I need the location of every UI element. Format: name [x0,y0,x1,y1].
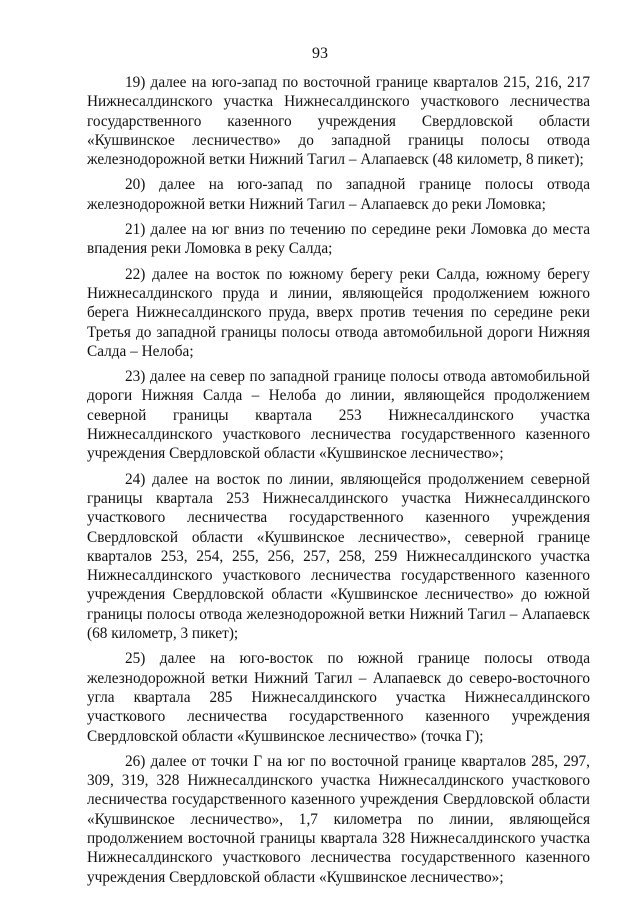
paragraph-21: 21) далее на юг вниз по течению по середине реки Ломовка до места впадения реки Ломовка в реку Салда; [87,221,590,258]
paragraph-19: 19) далее на юго-запад по восточной границе кварталов 215, 216, 217 Нижнесалдинского участка Нижнесалдинского участкового лесничества государственного казенного учреждения Свердловской области «Кушвинское лесничество» до западной границы полосы отвода железнодорожной ветки Нижний Тагил – Алапаевск (48 километр, 8 пикет); [87,74,590,169]
paragraph-25: 25) далее на юго-восток по южной границе полосы отвода железнодорожной ветки Нижний Тагил – Алапаевск до северо-восточного угла квартала 285 Нижнесалдинского участка Нижнесалдинского участкового лесничества государственного казенного учреждения Свердловской области «Кушвинское лесничество» (точка Г); [87,650,590,745]
paragraph-20: 20) далее на юго-запад по западной границе полосы отвода железнодорожной ветки Нижний Тагил – Алапаевск до реки Ломовка; [87,176,590,213]
paragraph-26: 26) далее от точки Г на юг по восточной границе кварталов 285, 297, 309, 319, 328 Нижнесалдинского участка Нижнесалдинского участкового лесничества государственного казенного учреждения Свердловской области «Кушвинское лесничество», 1,7 километра по линии, являющейся продолжением восточной границы квартала 328 Нижнесалдинского участка Нижнесалдинского участкового лесничества государственного казенного учреждения Свердловской области «Кушвинское лесничество»; [87,752,590,886]
page-number: 93 [312,45,328,62]
paragraph-22: 22) далее на восток по южному берегу реки Салда, южному берегу Нижнесалдинского пруда и линии, являющейся продолжением южного берега Нижнесалдинского пруда, вверх против течения по середине реки Третья до западной границы полосы отвода автомобильной дороги Нижняя Салда – Нелоба; [87,265,590,360]
document-body [87,73,590,893]
paragraph-23: 23) далее на север по западной границе полосы отвода автомобильной дороги Нижняя Салда – Нелоба до линии, являющейся продолжением северной границы квартала 253 Нижнесалдинского участка Нижнесалдинского участкового лесничества государственного казенного учреждения Свердловской области «Кушвинское лесничество»; [87,368,590,463]
paragraph-24: 24) далее на восток по линии, являющейся продолжением северной границы квартала 253 Нижнесалдинского участка Нижнесалдинского участкового лесничества государственного казенного учреждения Свердловской области «Кушвинское лесничество», северной границе кварталов 253, 254, 255, 256, 257, 258, 259 Нижнесалдинского участка Нижнесалдинского участкового лесничества государственного казенного учреждения Свердловской области «Кушвинское лесничество» до южной границы полосы отвода железнодорожной ветки Нижний Тагил – Алапаевск (68 километр, 3 пикет); [87,470,590,643]
